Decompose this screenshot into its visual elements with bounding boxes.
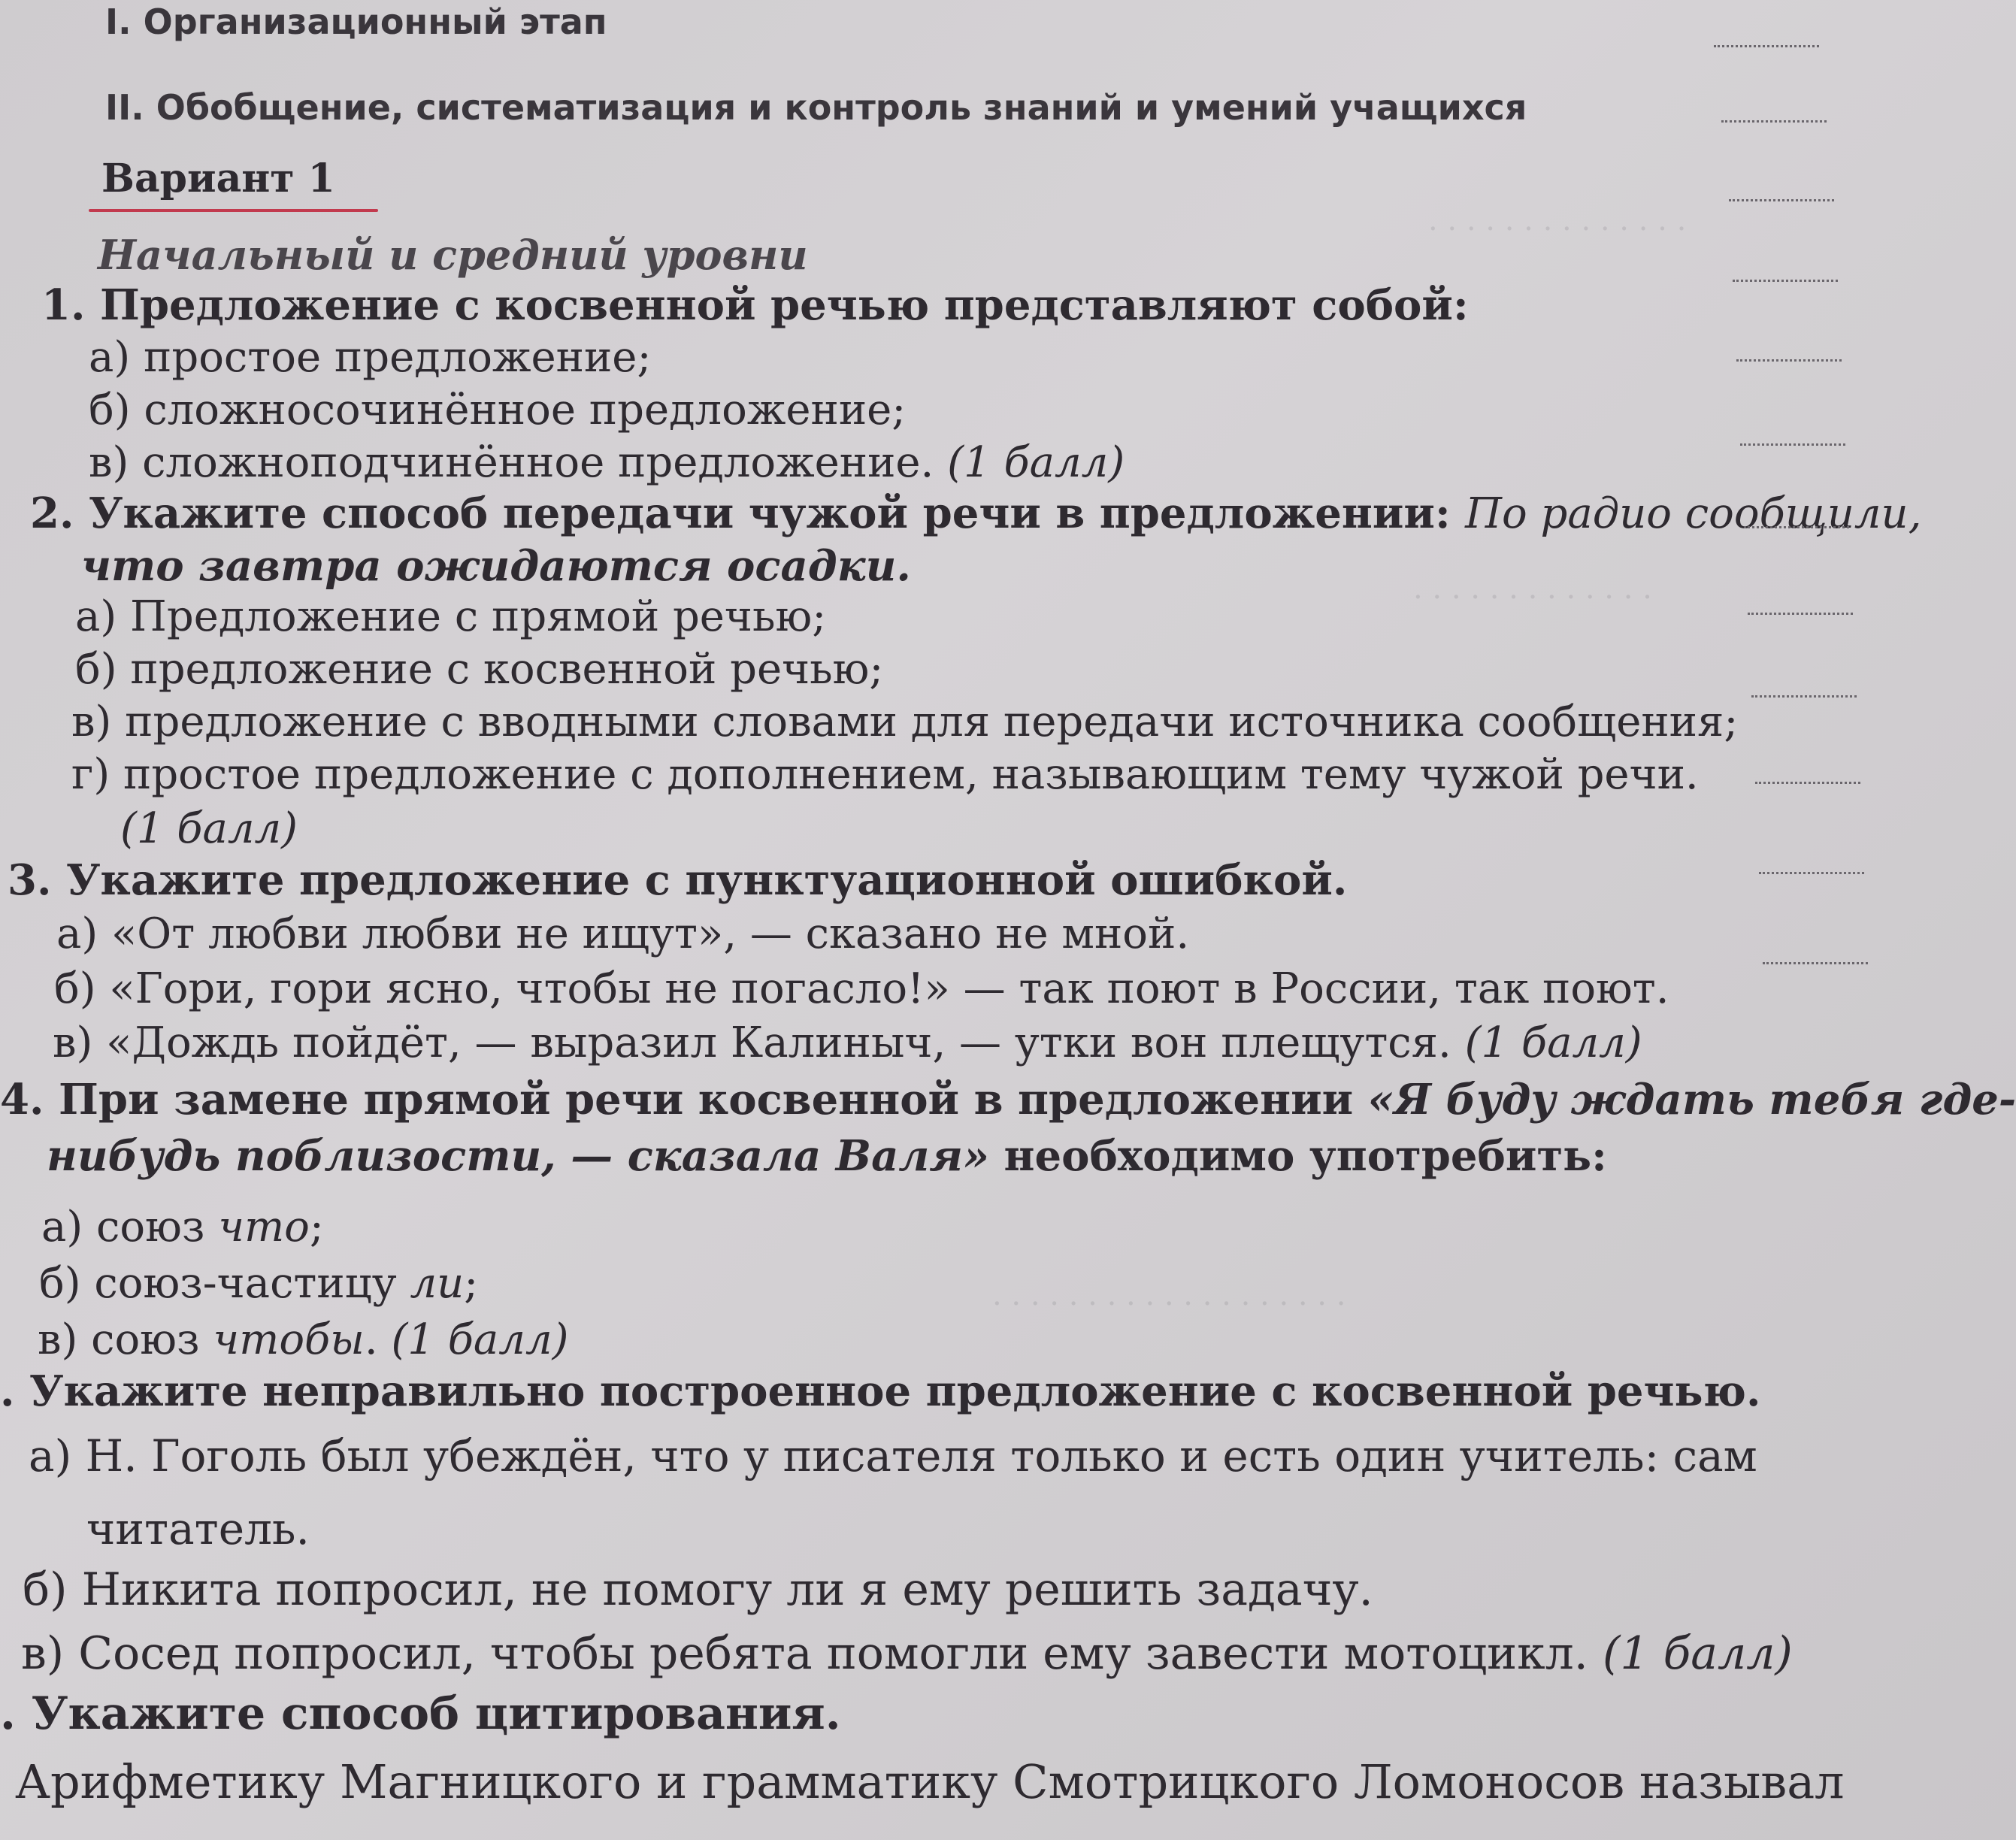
q5-option-a-cont: читатель.: [86, 1503, 310, 1554]
question-4-cont: нибудь поблизости, — сказала Валя» необходимо употребить:: [47, 1131, 1607, 1181]
margin-dots: [1721, 120, 1827, 123]
margin-dots: [1755, 782, 1860, 784]
margin-dots: [1744, 526, 1849, 528]
q4-option-c: в) союз чтобы. (1 балл): [38, 1315, 569, 1364]
q1-option-c: в) сложноподчинённое предложение. (1 балл): [89, 438, 1125, 487]
stage-1-heading: I. Организационный этап: [105, 2, 607, 42]
q5-option-b: б) Никита попросил, не помогу ли я ему решить задачу.: [23, 1563, 1373, 1616]
margin-dots: [1763, 962, 1868, 964]
margin-dots: [1714, 45, 1819, 47]
question-2: 2. Укажите способ передачи чужой речи в предложении: По радио сообщили,: [30, 489, 1922, 538]
margin-dots: [1759, 872, 1864, 874]
bleed-through-text: . . . . . . . . . . . . .: [1413, 571, 1652, 606]
question-3: 3. Укажите предложение с пунктуационной ошибкой.: [8, 855, 1348, 905]
variant-title: Вариант 1: [101, 156, 335, 201]
question-2-example-cont: что завтра ожидаются осадки.: [81, 541, 911, 591]
margin-dots: [1733, 280, 1838, 282]
q4-option-a: а) союз что;: [41, 1203, 324, 1251]
question-5: . Укажите неправильно построенное предложение с косвенной речью.: [0, 1366, 1761, 1416]
levels-subtitle: Начальный и средний уровни: [98, 231, 808, 279]
question-4: 4. При замене прямой речи косвенной в предложении «Я буду ждать тебя где-: [0, 1075, 2016, 1124]
q1-option-a: а) простое предложение;: [89, 333, 652, 382]
q2-option-c: в) предложение с вводными словами для передачи источника сообщения;: [71, 698, 1739, 746]
q1-option-b: б) сложносочинённое предложение;: [89, 386, 907, 434]
q3-option-b: б) «Гори, гори ясно, чтобы не погасло!» — так поют в России, так поют.: [54, 964, 1669, 1013]
margin-dots: [1748, 613, 1853, 615]
variant-underline: [89, 209, 378, 212]
q3-option-a: а) «От любви любви не ищут», — сказано не мной.: [56, 909, 1190, 958]
bleed-through-text: . . . . . . . . . . . . . .: [1428, 203, 1687, 238]
question-1: 1. Предложение с косвенной речью представляют собой:: [41, 280, 1469, 330]
q5-option-a: а) Н. Гоголь был убеждён, что у писателя только и есть один учитель: сам: [29, 1430, 1757, 1481]
question-6-text: Арифметику Магницкого и грамматику Смотрицкого Ломоносов называл: [15, 1754, 1845, 1809]
q5-option-c: в) Сосед попросил, чтобы ребята помогли ему завести мотоцикл. (1 балл): [21, 1627, 1793, 1680]
q2-points: (1 балл): [120, 804, 298, 853]
q2-option-a: а) Предложение с прямой речью;: [75, 592, 827, 641]
q2-option-b: б) предложение с косвенной речью;: [75, 645, 884, 694]
margin-dots: [1736, 359, 1842, 362]
margin-dots: [1751, 695, 1857, 698]
margin-dots: [1740, 443, 1845, 446]
q3-option-c: в) «Дождь пойдёт, — выразил Калиныч, — утки вон плещутся. (1 балл): [53, 1018, 1642, 1067]
margin-dots: [1729, 199, 1834, 201]
question-6: . Укажите способ цитирования.: [0, 1687, 841, 1740]
q4-option-b: б) союз-частицу ли;: [39, 1259, 479, 1308]
stage-2-heading: II. Обобщение, систематизация и контроль знаний и умений учащихся: [105, 87, 1527, 128]
bleed-through-text: . . . . . . . . . . . . . . . . . . .: [992, 1278, 1346, 1312]
q2-option-d: г) простое предложение с дополнением, называющим тему чужой речи.: [71, 750, 1699, 799]
